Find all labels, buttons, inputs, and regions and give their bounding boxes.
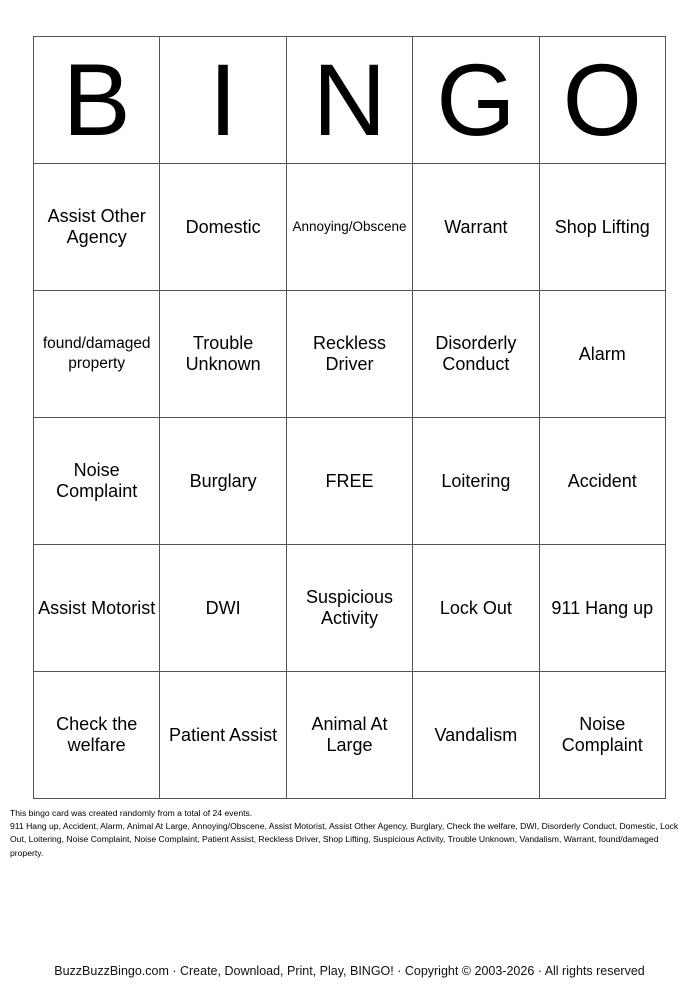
bingo-row [34,291,666,418]
bingo-row [34,672,666,799]
bingo-card [33,36,666,799]
bingo-cell: Check the welfare [34,672,160,799]
bingo-cell: DWI [160,545,286,672]
bingo-cell: Noise Complaint [34,418,160,545]
bingo-cell: Trouble Unknown [160,291,286,418]
bingo-row [34,164,666,291]
bingo-cell: Warrant [413,164,539,291]
bingo-cell: found/damaged property [34,291,160,418]
header-letter-g: G [413,37,539,164]
bingo-header-row [34,37,666,164]
bingo-row [34,418,666,545]
bingo-cell: Vandalism [413,672,539,799]
bingo-cell: Accident [539,418,665,545]
bingo-cell: Disorderly Conduct [413,291,539,418]
bingo-cell: Loitering [413,418,539,545]
card-info [10,807,690,860]
bingo-cell: 911 Hang up [539,545,665,672]
bingo-cell: Assist Motorist [34,545,160,672]
bingo-cell: Burglary [160,418,286,545]
bingo-cell: Reckless Driver [286,291,412,418]
bingo-cell: Alarm [539,291,665,418]
header-letter-i: I [160,37,286,164]
bingo-cell: Lock Out [413,545,539,672]
header-letter-n: N [286,37,412,164]
bingo-row [34,545,666,672]
bingo-free-cell: FREE [286,418,412,545]
bingo-cell: Noise Complaint [539,672,665,799]
site-footer: BuzzBuzzBingo.com · Create, Download, Print, Play, BINGO! · Copyright © 2003-2026 · All rights reserved [54,964,645,978]
bingo-cell: Shop Lifting [539,164,665,291]
bingo-cell: Animal At Large [286,672,412,799]
bingo-cell: Suspicious Activity [286,545,412,672]
card-summary: This bingo card was created randomly from a total of 24 events. [10,808,253,818]
bingo-cell: Patient Assist [160,672,286,799]
bingo-cell: Assist Other Agency [34,164,160,291]
bingo-cell: Annoying/Obscene [286,164,412,291]
bingo-cell: Domestic [160,164,286,291]
header-letter-b: B [34,37,160,164]
header-letter-o: O [539,37,665,164]
event-list: 911 Hang up, Accident, Alarm, Animal At Large, Annoying/Obscene, Assist Motorist, Assist Other Agency, Burglary, Check the welfare, DWI, Disorderly Conduct, Domestic, Lock Out, Loitering, Noise Complaint, Noise Complaint, Patient Assist, Reckless Driver, Shop Lifting, Suspicious Activity, Trouble Unknown, Vandalism, Warrant, found/damaged property. [10,821,679,858]
